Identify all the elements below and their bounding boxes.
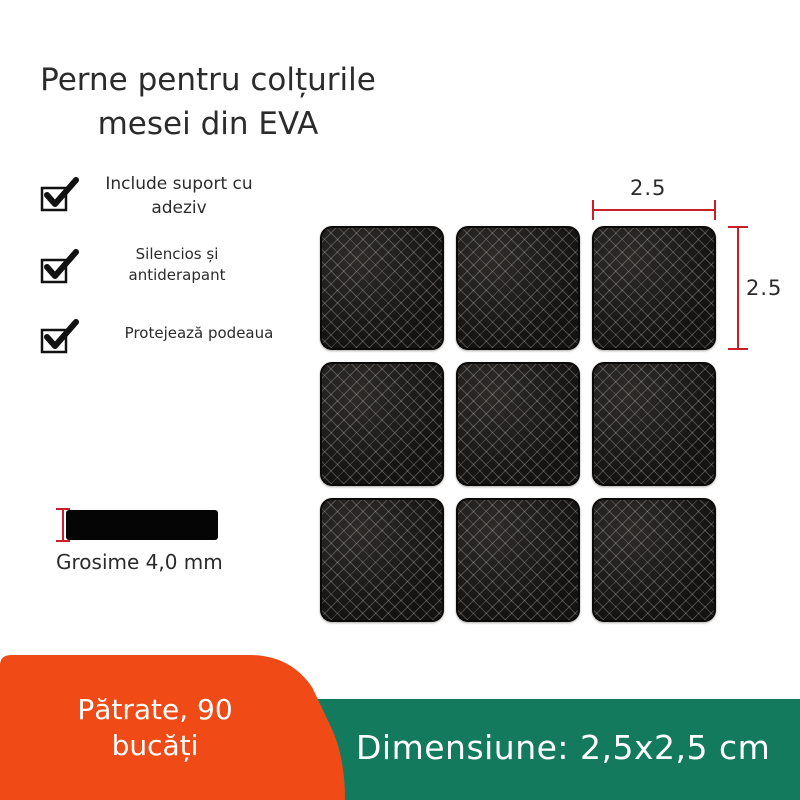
- thickness-marker-cap-bottom: [56, 540, 70, 542]
- eva-pad: [456, 498, 580, 622]
- thickness-marker-line: [62, 508, 64, 542]
- dimension-line: [737, 226, 739, 350]
- thickness-label: Grosime 4,0 mm: [56, 550, 223, 574]
- quantity-line-2: bucăți: [111, 729, 199, 762]
- eva-pad: [592, 226, 716, 350]
- width-dimension-marker: [592, 196, 716, 220]
- width-dimension-label: 2.5: [630, 176, 667, 200]
- eva-pad: [592, 362, 716, 486]
- quantity-badge-text: [60, 692, 250, 764]
- eva-pad: [320, 226, 444, 350]
- eva-pad: [456, 362, 580, 486]
- eva-pad: [320, 498, 444, 622]
- height-dimension-label: 2.5: [746, 276, 783, 300]
- title-line-2: mesei din EVA: [97, 106, 319, 142]
- eva-pad: [456, 226, 580, 350]
- page-title: [0, 58, 416, 146]
- feature-line: adeziv: [151, 198, 207, 218]
- feature-line: antiderapant: [128, 266, 226, 284]
- feature-line: Include suport cu: [105, 174, 253, 194]
- feature-line: Silencios și: [135, 245, 219, 263]
- check-icon: [40, 176, 80, 212]
- eva-pad: [592, 498, 716, 622]
- dimension-text: Dimensiune: 2,5x2,5 cm: [356, 728, 771, 767]
- dimension-cap-right: [714, 200, 716, 220]
- dimension-line: [592, 209, 716, 211]
- feature-line: Protejează podeaua: [124, 324, 274, 342]
- title-line-1: Perne pentru colțurile: [40, 62, 376, 98]
- feature-text: [88, 172, 270, 220]
- feature-text: [88, 323, 310, 344]
- feature-text: [88, 244, 266, 286]
- check-icon: [40, 318, 80, 354]
- pad-grid: [320, 226, 720, 620]
- thickness-illustration: [48, 506, 248, 546]
- dimension-cap-bottom: [728, 348, 748, 350]
- quantity-line-1: Pătrate, 90: [77, 693, 233, 726]
- eva-pad: [320, 362, 444, 486]
- check-icon: [40, 248, 80, 284]
- pad-side-profile: [66, 510, 218, 540]
